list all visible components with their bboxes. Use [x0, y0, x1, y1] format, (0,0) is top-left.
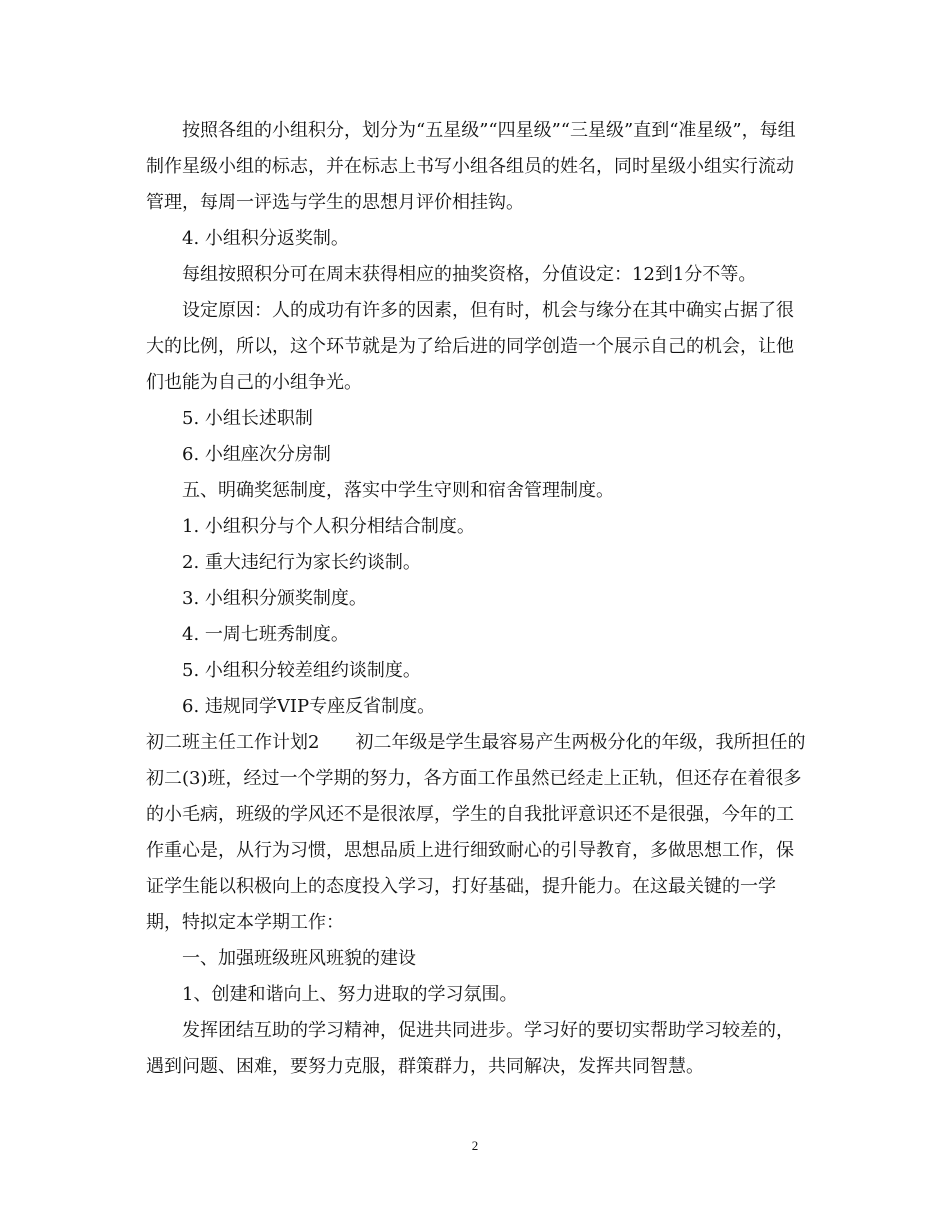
paragraph-plan-2-intro: 初二班主任工作计划2 初二年级是学生最容易产生两极分化的年级，我所担任的初二(3)班，经过一个学期的努力，各方面工作虽然已经走上正轨，但还存在着很多的小毛病，班级的学风还不是很浓厚，学生的自我批评意识还不是很强，今年的工作重心是，从行为习惯，思想品质上进行细致耐心的引导教育，多做思想工作，保证学生能以积极向上的态度投入学习，打好基础，提升能力。在这最关键的一学期，特拟定本学期工作： [146, 732, 806, 933]
item-leader-report: 5. 小组长述职制 [182, 408, 313, 429]
item-rule-1: 1. 小组积分与个人积分相结合制度。 [182, 516, 475, 537]
item-group-score-reward: 4. 小组积分返奖制。 [182, 228, 349, 249]
item-rule-5: 5. 小组积分较差组约谈制度。 [182, 660, 421, 681]
section-heading-five: 五、明确奖惩制度，落实中学生守则和宿舍管理制度。 [182, 480, 614, 501]
paragraph-reason: 设定原因：人的成功有许多的因素，但有时，机会与缘分在其中确实占据了很大的比例，所以，这个环节就是为了给后进的同学创造一个展示自己的机会，让他们也能为自己的小组争光。 [146, 300, 794, 393]
item-rule-3: 3. 小组积分颁奖制度。 [182, 588, 367, 609]
paragraph-mutual-help: 发挥团结互助的学习精神，促进共同进步。学习好的要切实帮助学习较差的，遇到问题、困难，要努力克服，群策群力，共同解决，发挥共同智慧。 [146, 1020, 794, 1077]
page-number: 2 [471, 1138, 479, 1153]
paragraph-star-groups: 按照各组的小组积分，划分为“五星级”“四星级”“三星级”直到“准星级”，每组制作星级小组的标志，并在标志上书写小组各组员的姓名，同时星级小组实行流动管理，每周一评选与学生的思想月评价相挂钩。 [146, 120, 796, 213]
item-rule-2: 2. 重大违纪行为家长约谈制。 [182, 552, 421, 573]
item-learning-atmosphere: 1、创建和谐向上、努力进取的学习氛围。 [182, 984, 518, 1005]
paragraph-lottery: 每组按照积分可在周末获得相应的抽奖资格，分值设定：12到1分不等。 [182, 264, 757, 285]
item-seat-arrangement: 6. 小组座次分房制 [182, 444, 331, 465]
item-rule-6: 6. 违规同学VIP专座反省制度。 [182, 696, 436, 717]
section-heading-one: 一、加强班级班风班貌的建设 [182, 948, 416, 969]
item-rule-4: 4. 一周七班秀制度。 [182, 624, 349, 645]
